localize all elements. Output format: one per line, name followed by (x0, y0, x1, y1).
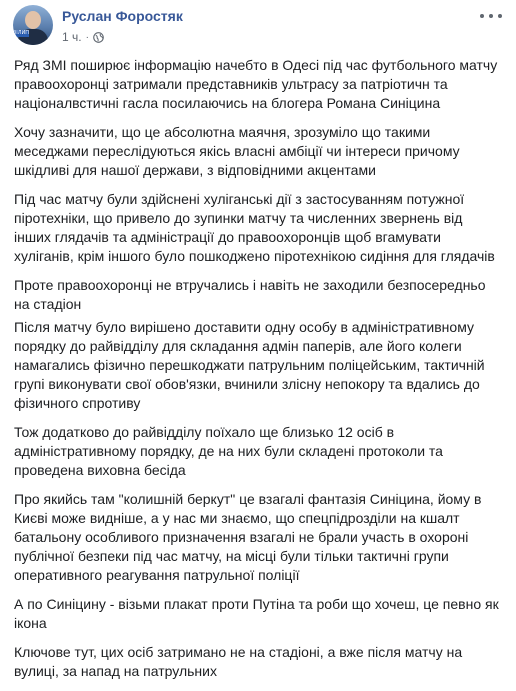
post-text (14, 56, 502, 691)
author-name[interactable]: Руслан Форостяк (62, 8, 183, 24)
globe-icon[interactable] (93, 32, 104, 43)
post-paragraph: Під час матчу були здійснені хуліганські дії з застосуванням потужної піротехніки, що привело до зупинки матчу та численних звернень від інших глядачів та адміністрації до правоохоронців щоб вгамувати хуліганів, крім іншого було пошкоджено піротехнікою сидіння для глядачів (14, 191, 495, 264)
post-paragraph: Про якийсь там "колишній беркут" це взагалі фантазія Синіцина, йому в Києві може видніше, а у нас ми знаємо, що спецпідрозділи на кшалт батальону особливого призначення взагалі не брали участь в охороні публічної безпеки під час матчу, на місці були тільки тактичні групи оперативного реагування патрульної поліції (14, 491, 482, 583)
more-dot (498, 14, 502, 18)
avatar[interactable] (13, 5, 53, 45)
avatar-face (25, 11, 41, 29)
post-paragraph: Після матчу було вирішено доставити одну особу в адміністративному порядку до райвідділу для складання адмін паперів, але його колеги намагались фізично перешкоджати патрульним поліцейським, тактичній групі виконувати свої обов'язки, вчинили злісну непокору та вдались до фізичного спротиву (14, 319, 485, 411)
more-dot (489, 14, 493, 18)
post-header (10, 0, 506, 56)
post-paragraph: Проте правоохоронці не втручались і навіть не заходили безпосередньо на стадіон (14, 277, 486, 312)
avatar-badge: ЗІЛИП (13, 30, 29, 36)
post-timestamp[interactable]: 1 ч. (62, 30, 82, 44)
post-paragraph: Ряд ЗМІ поширює інформацію начебто в Одесі під час футбольного матчу правоохоронці затримали представників ультрасу за патріотичн та націоналвстичні гасла посилаючись на блогера Романа Синіцина (14, 57, 498, 111)
post-paragraph: Тож додатково до райвідділу поїхало ще близько 12 осіб в адміністративному порядку, де на них були складені протоколи та проведена виховна бесіда (14, 424, 443, 478)
post-paragraph: Хочу зазначити, що це абсолютна маячня, зрозуміло що такими меседжами переслідуються якісь власні амбіції чи інтереси причому шкідливі для нашої держави, з відповідними акцентами (14, 124, 460, 178)
post-paragraph: А по Синіцину - візьми плакат проти Путіна та роби що хочеш, це певно як ікона (14, 596, 499, 631)
more-dot (480, 14, 484, 18)
post-meta (62, 30, 104, 44)
post-paragraph: Ключове тут, цих осіб затримано не на стадіоні, а вже після матчу на вулиці, за напад на патрульних (14, 644, 463, 679)
meta-separator: · (85, 31, 89, 43)
more-options-icon[interactable] (480, 9, 502, 23)
